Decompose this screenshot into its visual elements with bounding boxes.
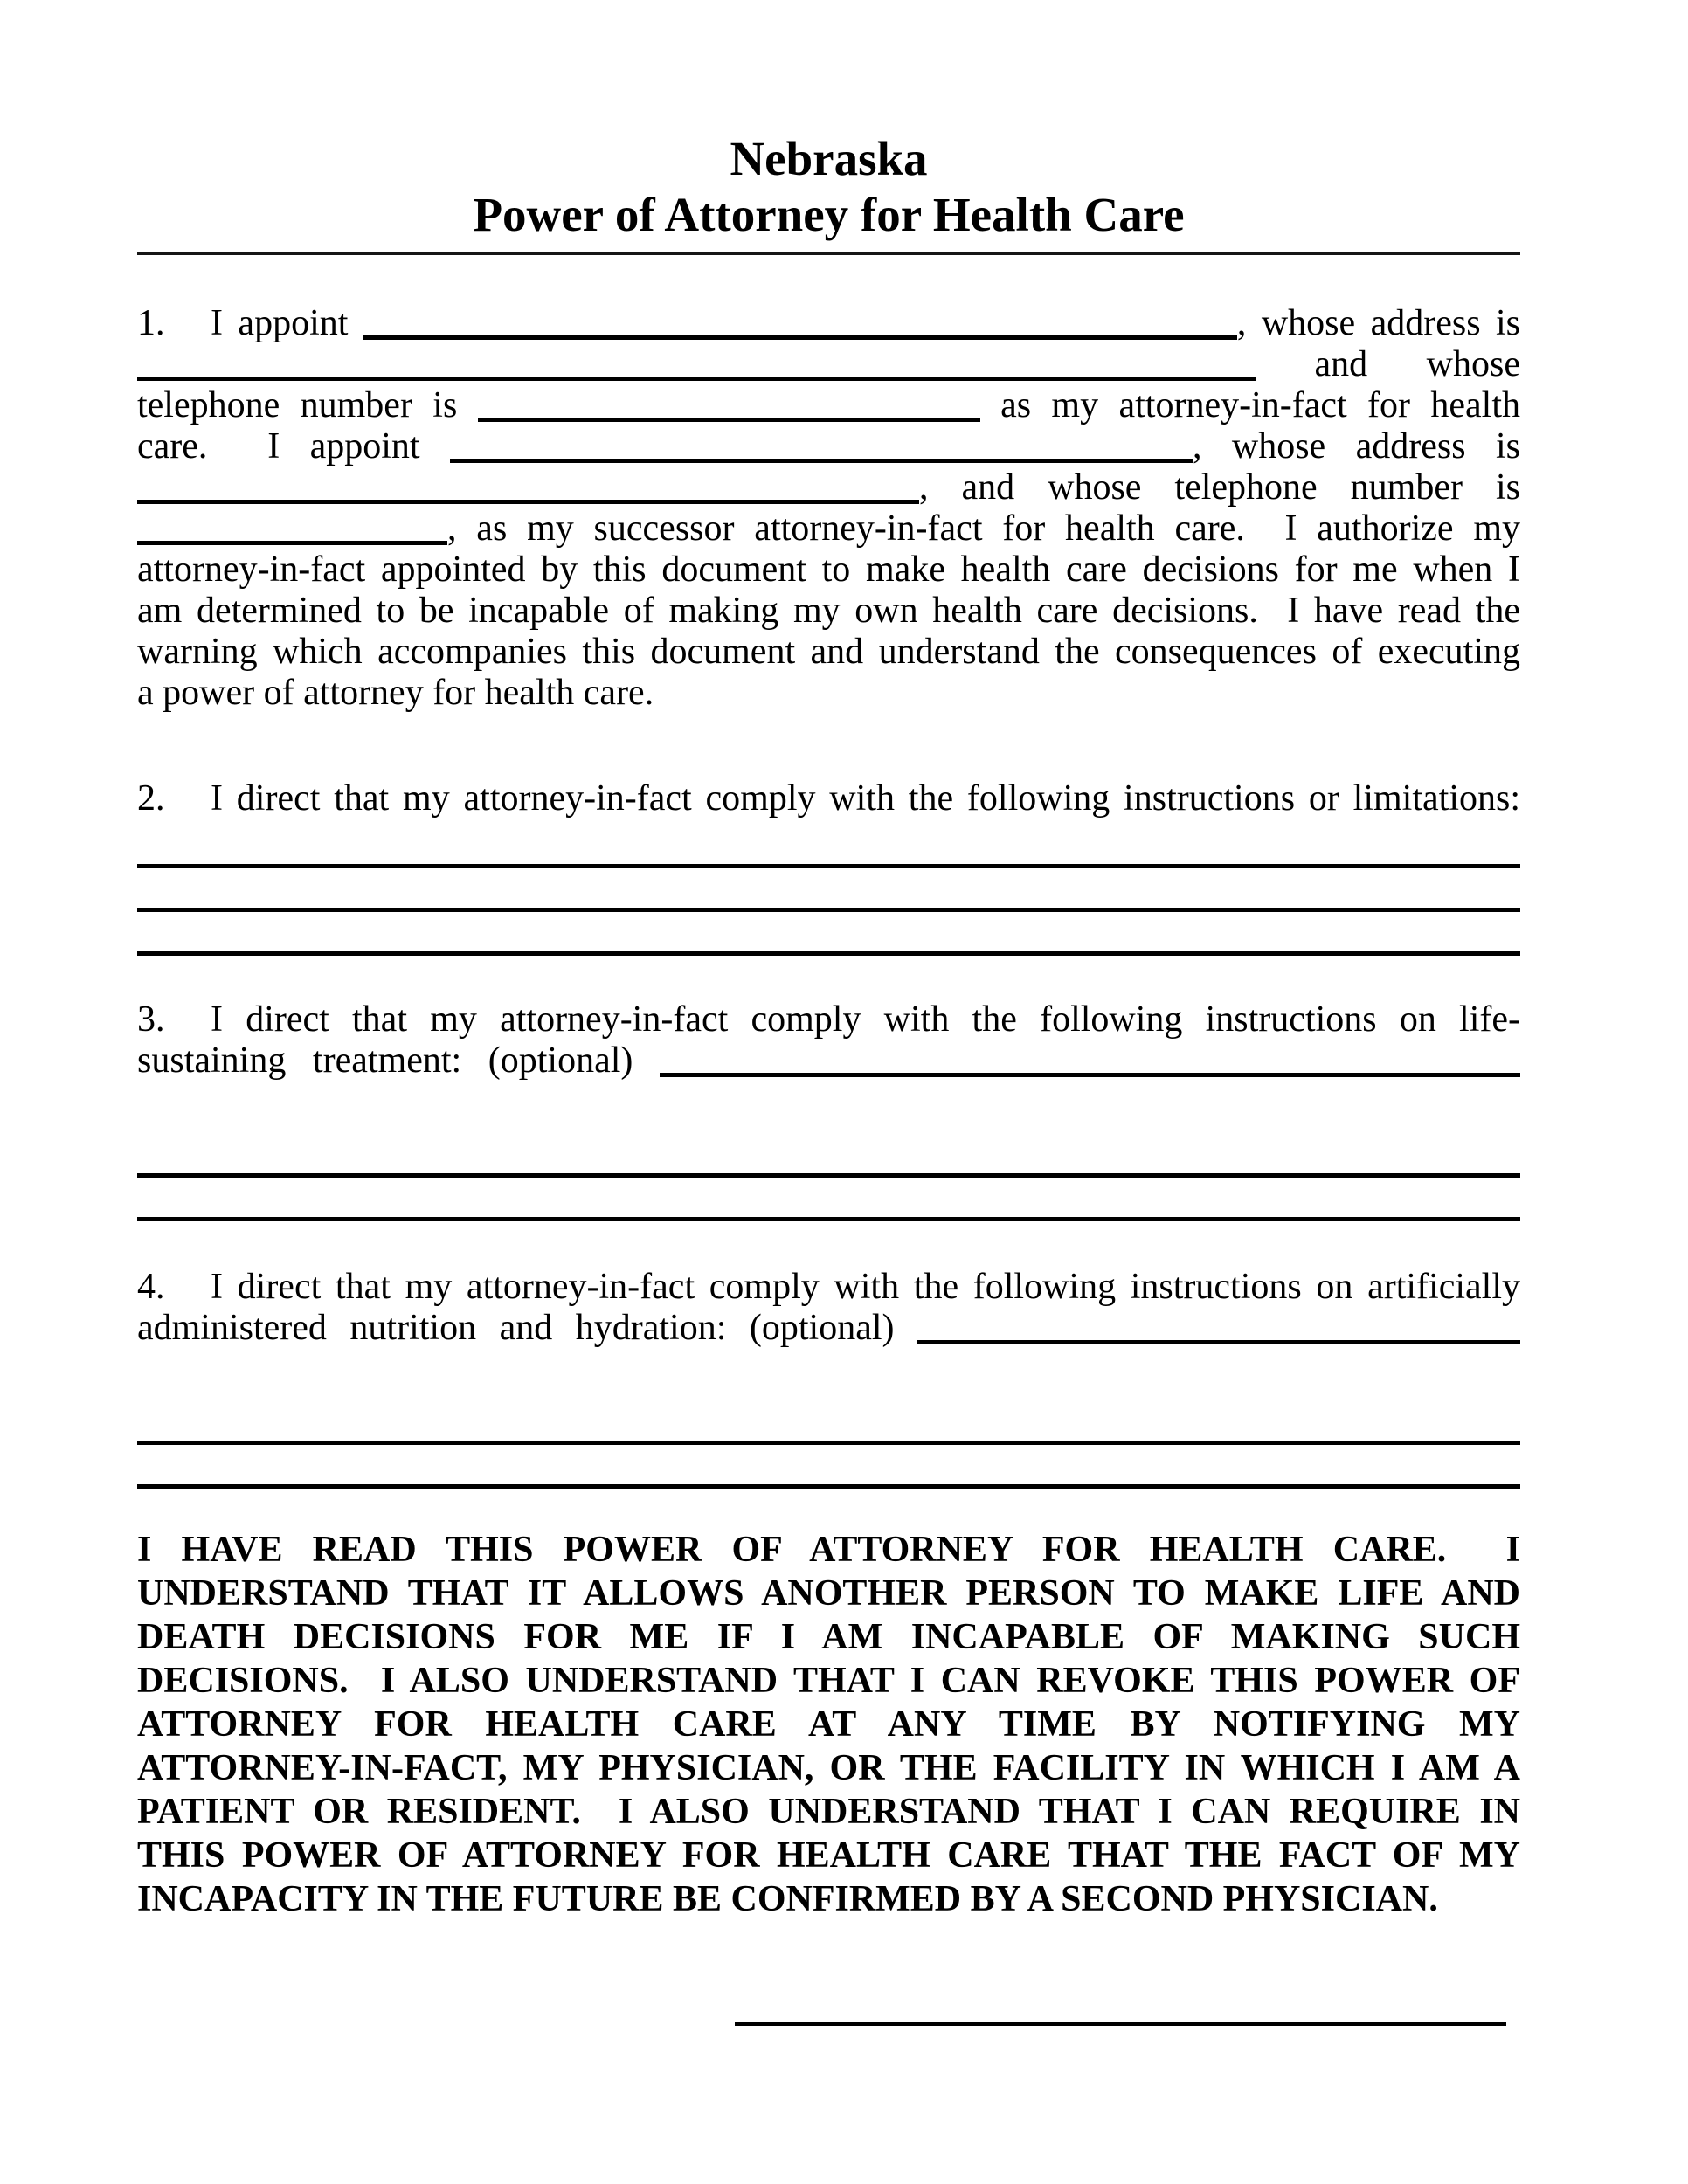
text-segment: I HAVE READ THIS POWER OF ATTORNEY FOR HEALTH CARE. I: [137, 1530, 1520, 1570]
blank-writing-line: [137, 912, 1520, 956]
item-4: [137, 1267, 1520, 1489]
fill-in-blank: [660, 1047, 1520, 1077]
title-rule: [137, 252, 1520, 255]
form-body: [137, 303, 1520, 1921]
blank-writing-line: [137, 825, 1520, 868]
text-line: [137, 467, 1520, 508]
text-line: [137, 385, 1520, 426]
text-line: [137, 1528, 1520, 1572]
text-segment: care. I appoint: [137, 426, 450, 467]
text-segment: as my attorney-in-fact for health: [979, 385, 1520, 425]
fill-in-blank: [137, 515, 447, 545]
fill-in-blank: [450, 432, 1193, 463]
fill-in-blank: [137, 473, 919, 504]
text-line: [137, 1746, 1520, 1790]
blank-writing-line: [137, 1134, 1520, 1178]
text-segment: I direct that my attorney-in-fact comply with the following instructions or limitations:: [211, 778, 1520, 819]
text-segment: administered nutrition and hydration: (optional): [137, 1308, 917, 1348]
text-line: [137, 1834, 1520, 1877]
text-line: [137, 1790, 1520, 1834]
text-segment: ATTORNEY-IN-FACT, MY PHYSICIAN, OR THE FACILITY IN WHICH I AM A: [137, 1748, 1520, 1788]
item-number: 1.: [137, 303, 165, 343]
text-segment: , whose address is: [1236, 303, 1520, 343]
text-segment: I appoint: [211, 303, 363, 343]
item-number: 3.: [137, 999, 165, 1040]
fill-in-blank: [137, 350, 1256, 381]
text-line: [137, 1703, 1520, 1746]
signature-line: [735, 2022, 1506, 2026]
text-segment: ATTORNEY FOR HEALTH CARE AT ANY TIME BY NOTIFYING MY: [137, 1704, 1520, 1745]
fill-in-blank: [363, 309, 1237, 340]
text-line: [137, 1615, 1520, 1659]
text-segment: , as my successor attorney-in-fact for health care. I authorize my: [447, 508, 1520, 549]
text-segment: and whose: [1256, 344, 1520, 384]
title-form-name: Power of Attorney for Health Care: [473, 188, 1185, 241]
text-segment: DEATH DECISIONS FOR ME IF I AM INCAPABLE OF MAKING SUCH: [137, 1617, 1520, 1657]
text-segment: I direct that my attorney-in-fact comply with the following instructions on artificially: [211, 1267, 1520, 1307]
blank-writing-line: [137, 868, 1520, 912]
text-segment: UNDERSTAND THAT IT ALLOWS ANOTHER PERSON TO MAKE LIFE AND: [137, 1573, 1520, 1614]
text-segment: THIS POWER OF ATTORNEY FOR HEALTH CARE THAT THE FACT OF MY: [137, 1835, 1520, 1876]
fill-in-blank: [917, 1314, 1520, 1344]
blank-writing-line: [137, 1445, 1520, 1489]
acknowledgment-statement: [137, 1528, 1520, 1921]
text-line: [137, 778, 1520, 819]
text-segment: a power of attorney for health care.: [137, 673, 654, 713]
text-line: [137, 1877, 1520, 1921]
item-number: 2.: [137, 778, 165, 819]
item-2: [137, 778, 1520, 956]
text-segment: DECISIONS. I ALSO UNDERSTAND THAT I CAN REVOKE THIS POWER OF: [137, 1661, 1520, 1701]
text-segment: am determined to be incapable of making my own health care decisions. I have read the: [137, 591, 1520, 631]
text-line: [137, 1267, 1520, 1308]
text-segment: PATIENT OR RESIDENT. I ALSO UNDERSTAND THAT I CAN REQUIRE IN: [137, 1792, 1520, 1832]
text-line: [137, 303, 1520, 344]
text-line: [137, 508, 1520, 549]
text-line: [137, 426, 1520, 467]
item-number: 4.: [137, 1267, 165, 1307]
title-state: Nebraska: [730, 132, 928, 185]
text-line: [137, 591, 1520, 632]
item-3: [137, 999, 1520, 1221]
text-line: [137, 1040, 1520, 1082]
item-1: [137, 303, 1520, 714]
text-segment: I direct that my attorney-in-fact comply with the following instructions on life-: [211, 999, 1520, 1040]
text-line: [137, 549, 1520, 591]
document-title: [137, 131, 1520, 243]
text-line: [137, 1308, 1520, 1349]
text-segment: telephone number is: [137, 385, 478, 425]
blank-writing-line: [137, 1178, 1520, 1221]
text-line: [137, 673, 1520, 714]
text-line: [137, 1659, 1520, 1703]
text-segment: , and whose telephone number is: [919, 467, 1520, 508]
text-line: [137, 1572, 1520, 1615]
text-line: [137, 632, 1520, 673]
text-segment: attorney-in-fact appointed by this document to make health care decisions for me when I: [137, 549, 1520, 590]
text-segment: , whose address is: [1192, 426, 1520, 467]
text-segment: sustaining treatment: (optional): [137, 1040, 660, 1081]
text-segment: warning which accompanies this document and understand the consequences of executing: [137, 632, 1520, 672]
fill-in-blank: [478, 391, 980, 422]
blank-writing-line: [137, 1401, 1520, 1445]
text-line: [137, 999, 1520, 1040]
text-line: [137, 344, 1520, 385]
text-segment: INCAPACITY IN THE FUTURE BE CONFIRMED BY A SECOND PHYSICIAN.: [137, 1879, 1438, 1919]
